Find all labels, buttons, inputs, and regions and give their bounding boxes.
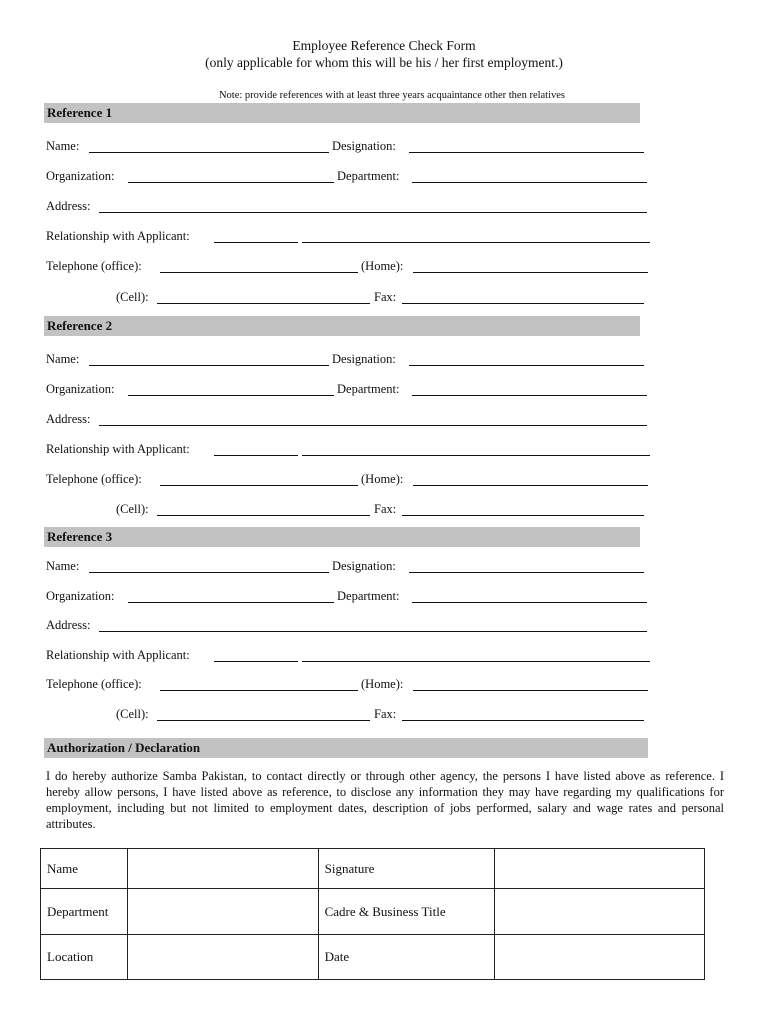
reference-3-header	[44, 527, 640, 547]
ref3-designation-field[interactable]	[409, 572, 644, 573]
name-input-cell[interactable]	[127, 849, 318, 889]
table-row	[41, 889, 705, 935]
ref3-designation-label: Designation:	[332, 559, 396, 573]
ref2-organization-field[interactable]	[128, 395, 334, 396]
ref1-home-label: (Home):	[361, 259, 404, 273]
ref3-fax-field[interactable]	[402, 720, 644, 721]
ref1-home-field[interactable]	[413, 272, 648, 273]
ref1-fax-field[interactable]	[402, 303, 644, 304]
ref2-tel-office-field[interactable]	[160, 485, 358, 486]
ref2-relationship-field-a[interactable]	[214, 455, 298, 456]
signature-cell-label: Signature	[318, 849, 495, 889]
authorization-header	[44, 738, 648, 758]
ref2-organization-label: Organization:	[46, 382, 115, 396]
ref2-relationship-label: Relationship with Applicant:	[46, 442, 190, 456]
ref1-organization-field[interactable]	[128, 182, 334, 183]
ref1-designation-field[interactable]	[409, 152, 644, 153]
authorization-heading: Authorization / Declaration	[47, 740, 201, 755]
ref3-organization-field[interactable]	[128, 602, 334, 603]
date-cell-label: Date	[318, 935, 495, 980]
ref2-cell-field[interactable]	[157, 515, 370, 516]
ref1-relationship-field-b[interactable]	[302, 242, 650, 243]
reference-1-header	[44, 103, 640, 123]
ref1-tel-office-field[interactable]	[160, 272, 358, 273]
date-input-cell[interactable]	[495, 935, 705, 980]
form-subtitle: (only applicable for whom this will be his / her first employment.)	[205, 55, 563, 70]
ref1-address-field[interactable]	[99, 212, 647, 213]
ref3-cell-field[interactable]	[157, 720, 370, 721]
ref2-name-field[interactable]	[89, 365, 329, 366]
location-cell-label: Location	[41, 935, 128, 980]
form-note: Note: provide references with at least three years acquaintance other then relatives	[218, 90, 566, 101]
location-input-cell[interactable]	[127, 935, 318, 980]
reference-1-heading: Reference 1	[47, 105, 113, 120]
ref3-home-label: (Home):	[361, 677, 404, 691]
declaration-text: I do hereby authorize Samba Pakistan, to contact directly or through other agency, the persons I have listed above as reference. I hereby allow persons, I have listed above as reference, to disclose any information they may have regarding my qualifications for employment, including but not limited to employment dates, description of jobs performed, salary and wage rates and personal attributes.	[46, 769, 724, 831]
signature-table	[40, 848, 705, 980]
ref1-department-label: Department:	[337, 169, 400, 183]
ref2-address-field[interactable]	[99, 425, 647, 426]
ref1-designation-label: Designation:	[332, 139, 396, 153]
ref2-department-label: Department:	[337, 382, 400, 396]
reference-3-heading: Reference 3	[47, 529, 113, 544]
ref3-fax-label: Fax:	[374, 707, 397, 721]
ref2-tel-office-label: Telephone (office):	[46, 472, 142, 486]
ref2-name-label: Name:	[46, 352, 80, 366]
ref2-cell-label: (Cell):	[116, 502, 149, 516]
table-row	[41, 935, 705, 980]
ref3-tel-office-label: Telephone (office):	[46, 677, 142, 691]
ref1-organization-label: Organization:	[46, 169, 115, 183]
ref2-designation-label: Designation:	[332, 352, 396, 366]
ref2-fax-label: Fax:	[374, 502, 397, 516]
department-cell-label: Department	[41, 889, 128, 935]
ref2-home-field[interactable]	[413, 485, 648, 486]
ref2-relationship-field-b[interactable]	[302, 455, 650, 456]
ref2-address-label: Address:	[46, 412, 91, 426]
ref3-department-field[interactable]	[412, 602, 647, 603]
ref3-relationship-field-b[interactable]	[302, 661, 650, 662]
department-input-cell[interactable]	[127, 889, 318, 935]
ref1-relationship-field-a[interactable]	[214, 242, 298, 243]
ref2-department-field[interactable]	[412, 395, 647, 396]
ref1-address-label: Address:	[46, 199, 91, 213]
name-cell-label: Name	[41, 849, 128, 889]
ref1-cell-label: (Cell):	[116, 290, 149, 304]
cadre-cell-label: Cadre & Business Title	[318, 889, 495, 935]
ref3-address-label: Address:	[46, 618, 91, 632]
ref2-home-label: (Home):	[361, 472, 404, 486]
form-title: Employee Reference Check Form	[292, 38, 476, 53]
ref1-fax-label: Fax:	[374, 290, 397, 304]
table-row	[41, 849, 705, 889]
ref3-department-label: Department:	[337, 589, 400, 603]
ref2-designation-field[interactable]	[409, 365, 644, 366]
ref3-cell-label: (Cell):	[116, 707, 149, 721]
ref3-name-label: Name:	[46, 559, 80, 573]
ref1-cell-field[interactable]	[157, 303, 370, 304]
cadre-input-cell[interactable]	[495, 889, 705, 935]
ref3-home-field[interactable]	[413, 690, 648, 691]
ref1-department-field[interactable]	[412, 182, 647, 183]
ref1-tel-office-label: Telephone (office):	[46, 259, 142, 273]
reference-2-heading: Reference 2	[47, 318, 113, 333]
ref3-organization-label: Organization:	[46, 589, 115, 603]
ref3-tel-office-field[interactable]	[160, 690, 358, 691]
ref3-relationship-field-a[interactable]	[214, 661, 298, 662]
reference-2-header	[44, 316, 640, 336]
ref1-relationship-label: Relationship with Applicant:	[46, 229, 190, 243]
ref3-name-field[interactable]	[89, 572, 329, 573]
signature-input-cell[interactable]	[495, 849, 705, 889]
ref2-fax-field[interactable]	[402, 515, 644, 516]
ref1-name-label: Name:	[46, 139, 80, 153]
ref3-address-field[interactable]	[99, 631, 647, 632]
ref1-name-field[interactable]	[89, 152, 329, 153]
ref3-relationship-label: Relationship with Applicant:	[46, 648, 190, 662]
